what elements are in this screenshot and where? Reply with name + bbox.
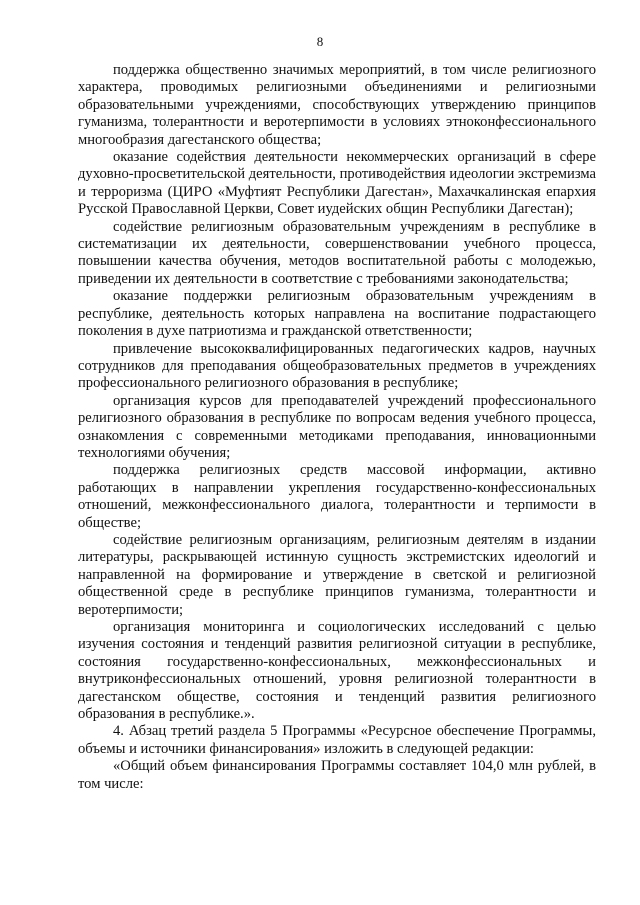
paragraph-teacher-courses: организация курсов для преподавателей учреждений профессионального религиозного образования в республике по вопросам ведения учебного процесса, ознакомления с современными методиками преподавания, инновационными технологиями обучения; [78,392,596,461]
paragraph-teaching-staff: привлечение высококвалифицированных педагогических кадров, научных сотрудников для преподавания общеобразовательных предметов в учреждениях профессионального религиозного образования в республике; [78,340,596,392]
page-number: 8 [316,34,324,49]
paragraph-literature-publishing: содействие религиозным организациям, религиозным деятелям в издании литературы, раскрывающей истинную сущность экстремистских идеологий и направленной на формирование и утверждение в светской и религиозной общественной среде в республике принципов гуманизма, толерантности и веротерпимости; [78,531,596,618]
paragraph-total-financing: «Общий объем финансирования Программы составляет 104,0 млн рублей, в том числе: [78,758,596,792]
paragraph-support-events: поддержка общественно значимых мероприятий, в том числе религиозного характера, проводимых религиозными объединениями и религиозными образовательными учреждениями, способствующих утверждению принципов гуманизма, толерантности и веротерпимости в условиях этноконфессионального многообразия дагестанского общества; [78,62,596,148]
paragraph-amendment-section-5: 4. Абзац третий раздела 5 Программы «Ресурсное обеспечение Программы, объемы и источники финансирования» изложить в следующей редакции: [78,723,596,757]
paragraph-monitoring-research: организация мониторинга и социологических исследований с целью изучения состояния и тенденций развития религиозной ситуации в республике, состояния государственно-конфессиональных, межконфессиональных и внутриконфессиональных отношений, уровня религиозной толерантности в дагестанском обществе, состояния и тенденций развития религиозного образования в республике.». [78,619,596,723]
paragraph-nonprofit-assistance: оказание содействия деятельности некоммерческих организаций в сфере духовно-просветительской деятельности, противодействия идеологии экстремизма и терроризма (ЦИРО «Муфтият Республики Дагестан», Махачкалинская епархия Русской Православной Церкви, Совет иудейских общин Республики Дагестан); [78,149,596,218]
paragraph-religious-media: поддержка религиозных средств массовой информации, активно работающих в направлении укрепления государственно-конфессиональных отношений, межконфессионального диалога, толерантности и терпимости в обществе; [78,462,596,531]
document-body [78,62,596,793]
paragraph-institution-support: оказание поддержки религиозным образовательным учреждениям в республике, деятельность которых направлена на воспитание подрастающего поколения в духе патриотизма и гражданской ответственности; [78,288,596,340]
paragraph-educational-institutions: содействие религиозным образовательным учреждениям в республике в систематизации их деятельности, совершенствовании учебного процесса, повышении качества обучения, методов воспитательной работы с молодежью, приведении их деятельности в соответствие с требованиями законодательства; [78,218,596,287]
